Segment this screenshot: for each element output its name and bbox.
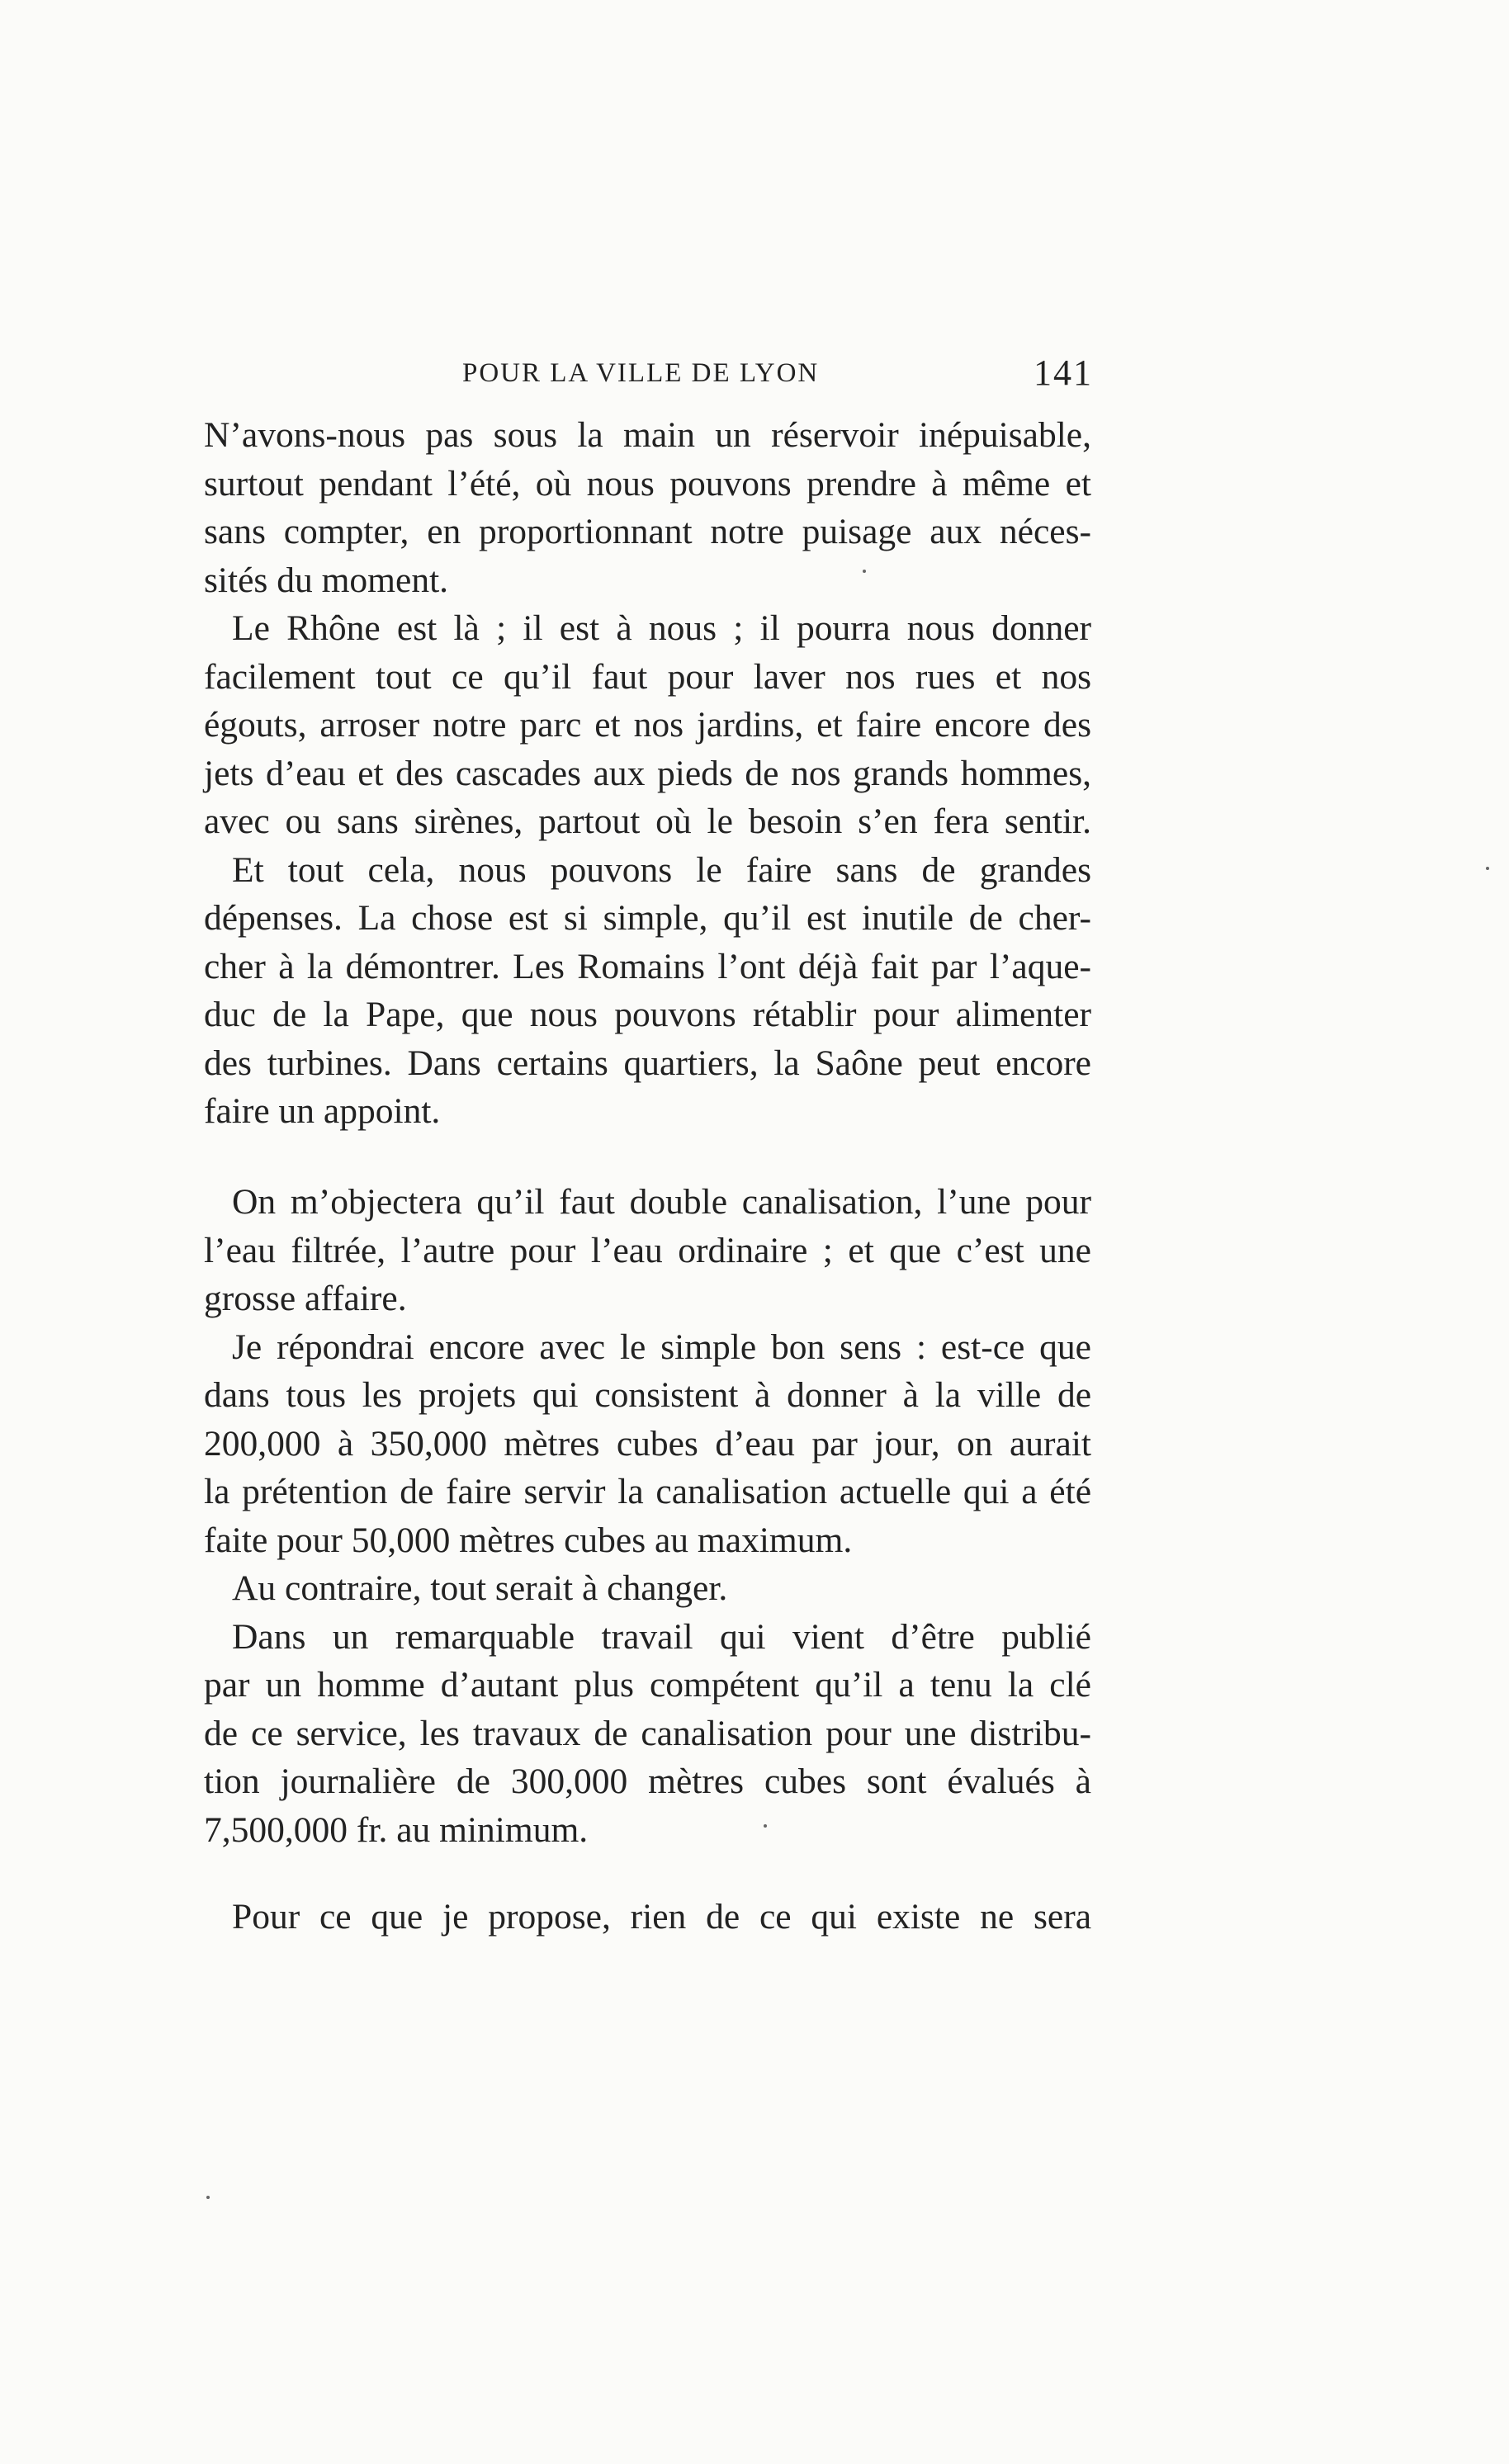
text-line: facilement tout ce qu’il faut pour laver nos rues et nos: [204, 656, 1091, 697]
text-block-top: [204, 411, 1091, 1136]
scan-speck: [1486, 867, 1489, 870]
paragraph: [204, 1613, 1091, 1855]
page-number: 141: [1034, 352, 1093, 393]
text-line: Je répondrai encore avec le simple bon sens : est-ce que: [232, 1327, 1091, 1367]
paragraph: [204, 1178, 1091, 1323]
text-line: jets d’eau et des cascades aux pieds de nos grands hommes,: [204, 753, 1091, 793]
text-line: 200,000 à 350,000 mètres cubes d’eau par jour, on aurait: [204, 1423, 1091, 1464]
text-line: des turbines. Dans certains quartiers, la Saône peut encore: [204, 1043, 1091, 1083]
page-header: [216, 345, 1093, 403]
text-line: égouts, arroser notre parc et nos jardins, et faire encore des: [204, 705, 1091, 745]
text-line: grosse affaire.: [204, 1279, 407, 1318]
text-line: On m’objectera qu’il faut double canalisation, l’une pour: [232, 1182, 1091, 1222]
text-line: sités du moment.: [204, 560, 449, 600]
text-line: 7,500,000 fr. au minimum.: [204, 1809, 589, 1850]
text-line: la prétention de faire servir la canalisation actuelle qui a été: [204, 1472, 1091, 1511]
text-line: par un homme d’autant plus compétent qu’il a tenu la clé: [204, 1665, 1091, 1705]
text-line: N’avons-nous pas sous la main un réservoir inépuisable,: [204, 415, 1091, 455]
text-line: avec ou sans sirènes, partout où le besoin s’en fera sentir.: [204, 802, 1091, 841]
text-line: Le Rhône est là ; il est à nous ; il pourra nous donner: [232, 608, 1091, 648]
running-title: POUR LA VILLE DE LYON: [462, 358, 820, 388]
paragraph: [204, 1893, 1091, 1941]
scan-speck: [206, 2196, 210, 2199]
text-block-middle: [204, 1178, 1091, 1854]
text-line: Et tout cela, nous pouvons le faire sans de grandes: [232, 849, 1091, 890]
paragraph: [204, 1564, 1091, 1613]
scan-speck: [764, 1824, 767, 1828]
text-line: faite pour 50,000 mètres cubes au maximum.: [204, 1520, 853, 1560]
text-line: sans compter, en proportionnant notre puisage aux néces-: [204, 512, 1091, 551]
text-line: dans tous les projets qui consistent à donner à la ville de: [204, 1375, 1091, 1415]
text-line: Dans un remarquable travail qui vient d’être publié: [232, 1616, 1091, 1657]
text-line: surtout pendant l’été, où nous pouvons prendre à même et: [204, 463, 1091, 504]
text-line: Au contraire, tout serait à changer.: [232, 1568, 728, 1608]
scan-speck: [863, 570, 866, 573]
text-line: duc de la Pape, que nous pouvons rétablir pour alimenter: [204, 995, 1091, 1034]
paragraph: [204, 604, 1091, 1136]
text-line: de ce service, les travaux de canalisation pour une distribu-: [204, 1713, 1091, 1753]
paragraph: [204, 1323, 1091, 1565]
text-line: tion journalière de 300,000 mètres cubes sont évalués à: [204, 1762, 1091, 1801]
text-block-bottom: [204, 1893, 1091, 1941]
text-line: l’eau filtrée, l’autre pour l’eau ordinaire ; et que c’est une: [204, 1230, 1091, 1270]
text-line: faire un appoint.: [204, 1091, 441, 1131]
paragraph: [204, 411, 1091, 604]
text-line: dépenses. La chose est si simple, qu’il est inutile de cher-: [204, 898, 1091, 938]
text-line: Pour ce que je propose, rien de ce qui existe ne sera: [232, 1897, 1091, 1937]
text-line: cher à la démontrer. Les Romains l’ont déjà fait par l’aque-: [204, 946, 1091, 986]
